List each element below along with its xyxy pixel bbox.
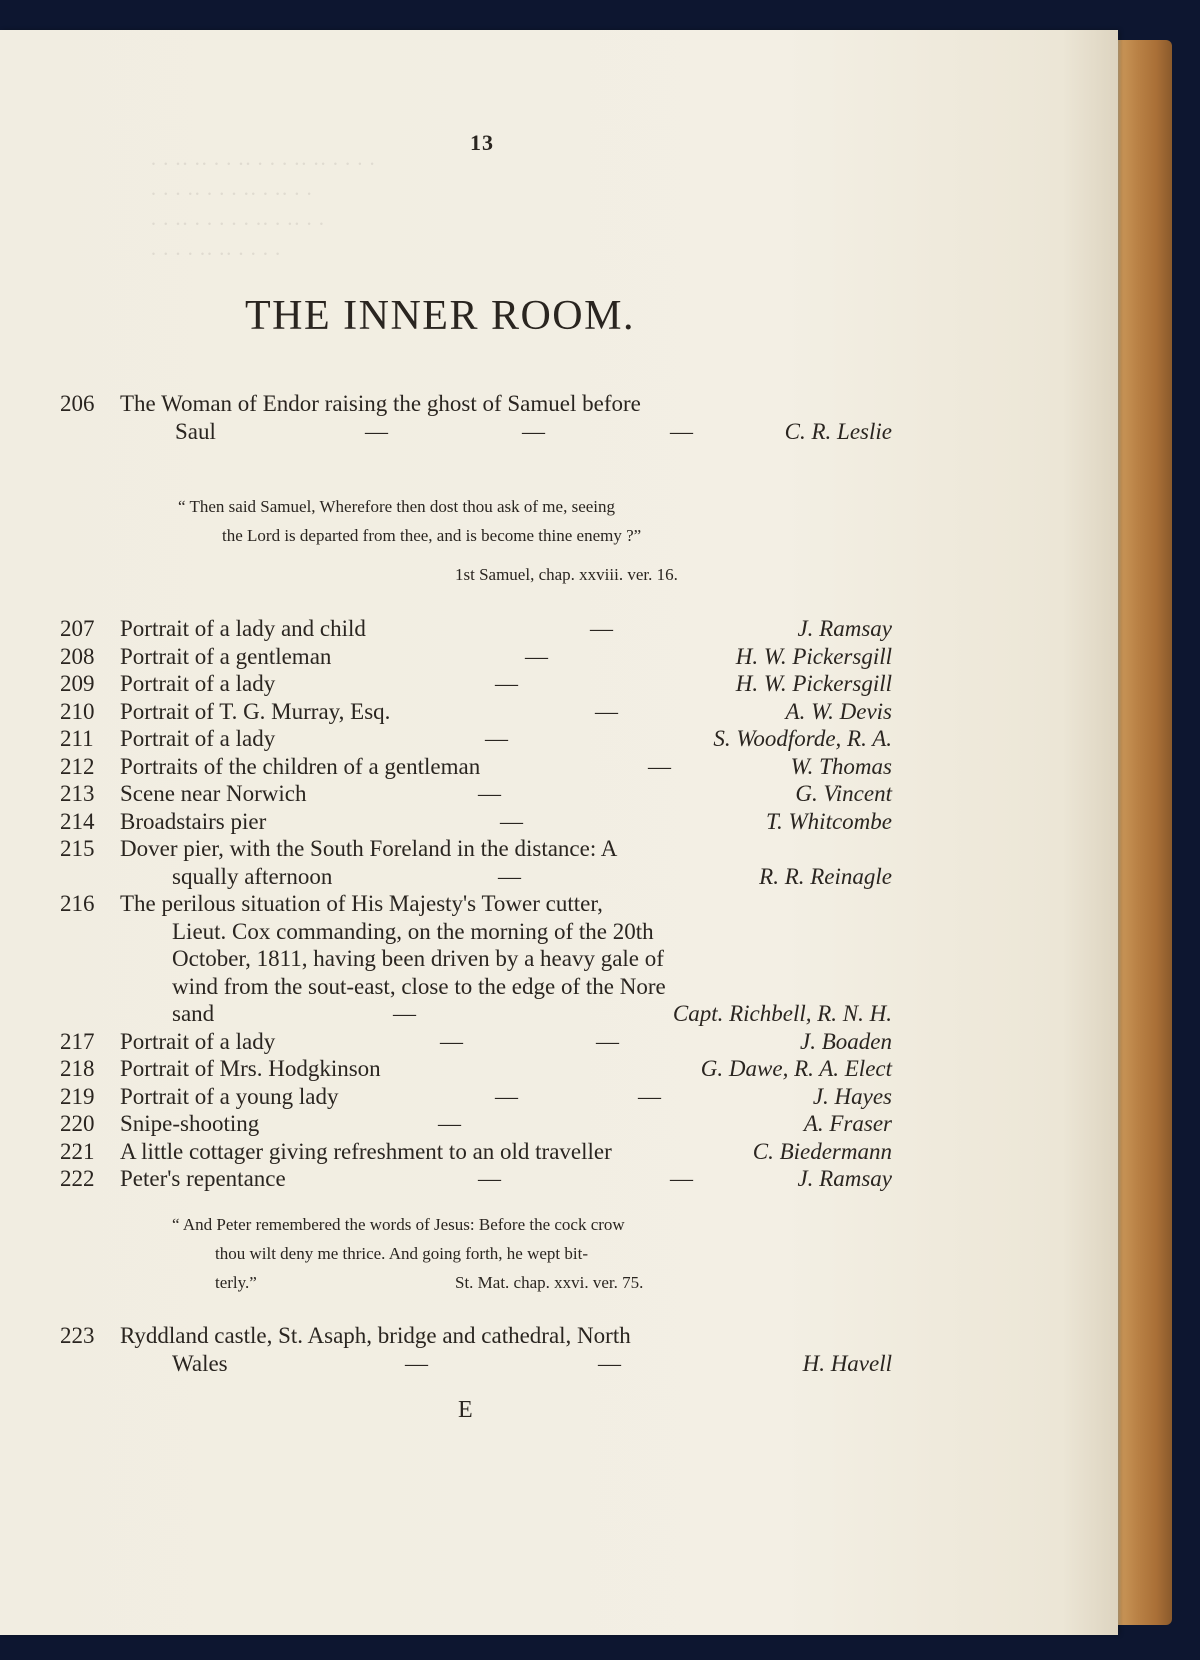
entry-artist: H. W. Pickersgill — [735, 643, 892, 669]
entry-title-line: Portrait of a lady — [120, 726, 276, 751]
signature-mark: E — [458, 1397, 473, 1423]
entry-title-line: The Woman of Endor raising the ghost of Samuel before — [120, 391, 641, 416]
entry-artist: G. Vincent — [795, 781, 892, 806]
catalogue-entry-211 — [60, 725, 892, 753]
entry-title-line: Portrait of T. G. Murray, Esq. — [120, 698, 391, 724]
entry-title-line: Portrait of a gentleman — [120, 643, 332, 669]
catalogue-entry-207 — [60, 615, 892, 643]
catalogue-entry-218 — [60, 1055, 892, 1083]
entry-number: 216 — [60, 891, 95, 916]
catalogue-entry-217 — [60, 1028, 892, 1056]
entry-number: 218 — [60, 1056, 95, 1081]
entry-artist: H. W. Pickersgill — [735, 671, 892, 696]
entry-number: 221 — [60, 1138, 95, 1164]
entry-number: 214 — [60, 808, 95, 834]
entry-artist: A. Fraser — [803, 1111, 892, 1136]
entry-artist: R. R. Reinagle — [759, 863, 892, 889]
leader-dash: — — [648, 753, 671, 779]
entry-number: 219 — [60, 1083, 95, 1109]
leader-dash: — — [595, 698, 618, 724]
entry-artist: W. Thomas — [790, 753, 892, 779]
entry-title-line: Snipe-shooting — [120, 1111, 260, 1136]
catalogue-entry-212 — [60, 753, 892, 781]
quote-line: thou wilt deny me thrice. And going forth, he wept bit- — [215, 1244, 588, 1263]
entry-artist: J. Hayes — [812, 1083, 892, 1109]
entry-number: 222 — [60, 1166, 95, 1191]
entry-title-line: Scene near Norwich — [120, 781, 307, 806]
entry-artist: C. Biedermann — [752, 1138, 892, 1164]
entry-artist: S. Woodforde, R. A. — [713, 726, 892, 751]
quote-source: St. Mat. chap. xxvi. ver. 75. — [455, 1273, 644, 1292]
entry-number: 208 — [60, 643, 95, 669]
entry-number: 220 — [60, 1111, 95, 1136]
leader-dash: — — [405, 1350, 428, 1376]
entry-title-line: Portraits of the children of a gentleman — [120, 753, 481, 779]
catalogue-entry-216 — [60, 890, 892, 1028]
entry-artist: A. W. Devis — [785, 698, 892, 724]
catalogue-entry-213 — [60, 780, 892, 808]
entry-title-line: Peter's repentance — [120, 1166, 286, 1191]
entry-number: 206 — [60, 391, 95, 416]
leader-dash: — — [393, 1001, 416, 1026]
book-page: · · ·· ·· · · ·· · · · ·· ·· · · · · · · · ·· · · · ·· · ·· · · · · ·· · · · · · ·· · ·· · · · · · · ·· ·· · · · · 13 THE INNER ROOM. 206 The Woman of Endor raising the ghost of Samuel before Saul — — — C. R. Leslie “ Then said Samuel, Wherefore then dost thou ask of me, seeing the Lord is departed from thee, and is become thine enemy ?” 1st Samuel, chap. xxviii. ver. 16. 207 Portrait of a lady and child — J. Ramsay 208 Portrait of a gentleman — H. W. Pickersgill 209 Portrait of a lady — H. W. Pickersgill 210 Portrait of T. G. Murray, Esq. — A. W. Devis 211 Portrait of a lady — S. Woodforde, R. A. 212 Portraits of the children of a gentleman — W. Thomas 213 Scene near Norwich — G. Vincent 214 Broadstairs pier — T. Whitcombe 215 Dover pier, with the South Foreland in the distance: A squally afternoon — R. R. Reinagle 216 The perilous situation of His Majesty's Tower cutter, Lieut. Cox commanding, on the morning of the 20th October, 1811, having been driven by a heavy gale of wind from the sout-east, close to the edge of the Nore sand — Capt. Richbell, R. N. H. 217 Portrait of a lady — — J. Boaden 218 Portrait of Mrs. Hodgkinson G. Dawe, R. A. Elect 219 Portrait of a young lady — — J. Hayes 220 Snipe-shooting — A. Fraser 221 A little cottager giving refreshment to an old traveller C. Biedermann 222 Peter's repentance — — J. Ramsay “ And Peter remembered the words of Jesus: Before the cock crow thou wilt deny me thrice. And going forth, he wept bit- terly.” St. Mat. chap. xxvi. ver. 75. 223 Ryddland castle, St. Asaph, bridge and cathedral, North Wales — — H. Havell E — [0, 30, 1118, 1635]
leader-dash: — — [670, 418, 693, 444]
catalogue-entry-210 — [60, 698, 892, 726]
entry-number: 210 — [60, 698, 95, 724]
entry-number: 212 — [60, 753, 95, 779]
leader-dash: — — [638, 1083, 661, 1109]
leader-dash: — — [485, 726, 508, 751]
catalogue-entry-206 — [60, 390, 892, 445]
entry-number: 217 — [60, 1028, 95, 1054]
quote-line: the Lord is departed from thee, and is become thine enemy ?” — [222, 526, 642, 545]
catalogue-entry-214 — [60, 808, 892, 836]
leader-dash: — — [438, 1111, 461, 1136]
catalogue-entry-221 — [60, 1138, 892, 1166]
leader-dash: — — [365, 418, 388, 444]
leader-dash: — — [670, 1166, 693, 1191]
entry-artist: G. Dawe, R. A. Elect — [700, 1056, 892, 1081]
leader-dash: — — [498, 863, 521, 889]
entry-number: 209 — [60, 671, 95, 696]
leader-dash: — — [500, 808, 523, 834]
quote-line: “ And Peter remembered the words of Jesus: Before the cock crow — [172, 1215, 625, 1234]
entry-title-line: wind from the sout-east, close to the edge of the Nore — [172, 973, 666, 999]
entry-number: 211 — [60, 726, 94, 751]
entry-title-line: Portrait of a lady and child — [120, 616, 366, 641]
quote-source: 1st Samuel, chap. xxviii. ver. 16. — [455, 565, 678, 584]
entry-artist: T. Whitcombe — [765, 808, 892, 834]
book-spine-edge — [1110, 40, 1172, 1625]
entry-artist: Capt. Richbell, R. N. H. — [672, 1001, 892, 1026]
entry-number: 207 — [60, 616, 95, 641]
entry-title-line: The perilous situation of His Majesty's Tower cutter, — [120, 891, 603, 916]
entry-title-line: Portrait of a young lady — [120, 1083, 339, 1109]
entry-number: 223 — [60, 1323, 95, 1348]
leader-dash: — — [522, 418, 545, 444]
leader-dash: — — [596, 1028, 619, 1054]
quote-line: “ Then said Samuel, Wherefore then dost thou ask of me, seeing — [178, 497, 616, 516]
page-title: THE INNER ROOM. — [245, 293, 635, 339]
entry-title-line: sand — [172, 1001, 215, 1026]
leader-dash: — — [495, 1083, 518, 1109]
entry-title-line: Ryddland castle, St. Asaph, bridge and cathedral, North — [120, 1323, 631, 1348]
quote-line: terly.” — [215, 1273, 257, 1292]
leader-dash: — — [440, 1028, 463, 1054]
entry-title-line: Wales — [172, 1350, 228, 1376]
entry-title-line: Portrait of a lady — [120, 671, 276, 696]
entry-title-line: squally afternoon — [172, 863, 333, 889]
page-number: 13 — [470, 130, 494, 155]
entry-title-line: A little cottager giving refreshment to an old traveller — [120, 1138, 612, 1164]
leader-dash: — — [525, 643, 548, 669]
catalogue-entry-222 — [60, 1165, 892, 1193]
leader-dash: — — [478, 781, 501, 806]
entry-number: 215 — [60, 836, 95, 861]
leader-dash: — — [590, 616, 613, 641]
entry-artist: J. Ramsay — [797, 1166, 892, 1191]
leader-dash: — — [598, 1350, 621, 1376]
leader-dash: — — [495, 671, 518, 696]
leader-dash: — — [478, 1166, 501, 1191]
catalogue-entry-215 — [60, 835, 892, 890]
entry-title-line: October, 1811, having been driven by a heavy gale of — [172, 946, 664, 971]
entry-artist: J. Ramsay — [797, 616, 892, 641]
entry-artist: J. Boaden — [800, 1028, 892, 1054]
catalogue-entry-208 — [60, 643, 892, 671]
entry-number: 213 — [60, 781, 95, 806]
entry-title-line: Portrait of a lady — [120, 1028, 276, 1054]
entry-artist: H. Havell — [802, 1350, 892, 1376]
entry-artist: C. R. Leslie — [784, 418, 892, 444]
catalogue-entry-219 — [60, 1083, 892, 1111]
entry-title-line: Saul — [175, 418, 216, 444]
entry-title-line: Lieut. Cox commanding, on the morning of the 20th — [172, 918, 654, 944]
catalogue-entry-220 — [60, 1110, 892, 1138]
catalogue-entry-223 — [60, 1322, 892, 1377]
entry-title-line: Portrait of Mrs. Hodgkinson — [120, 1056, 381, 1081]
entry-title-line: Dover pier, with the South Foreland in the distance: A — [120, 836, 618, 861]
catalogue-entry-209 — [60, 670, 892, 698]
entry-title-line: Broadstairs pier — [120, 808, 267, 834]
